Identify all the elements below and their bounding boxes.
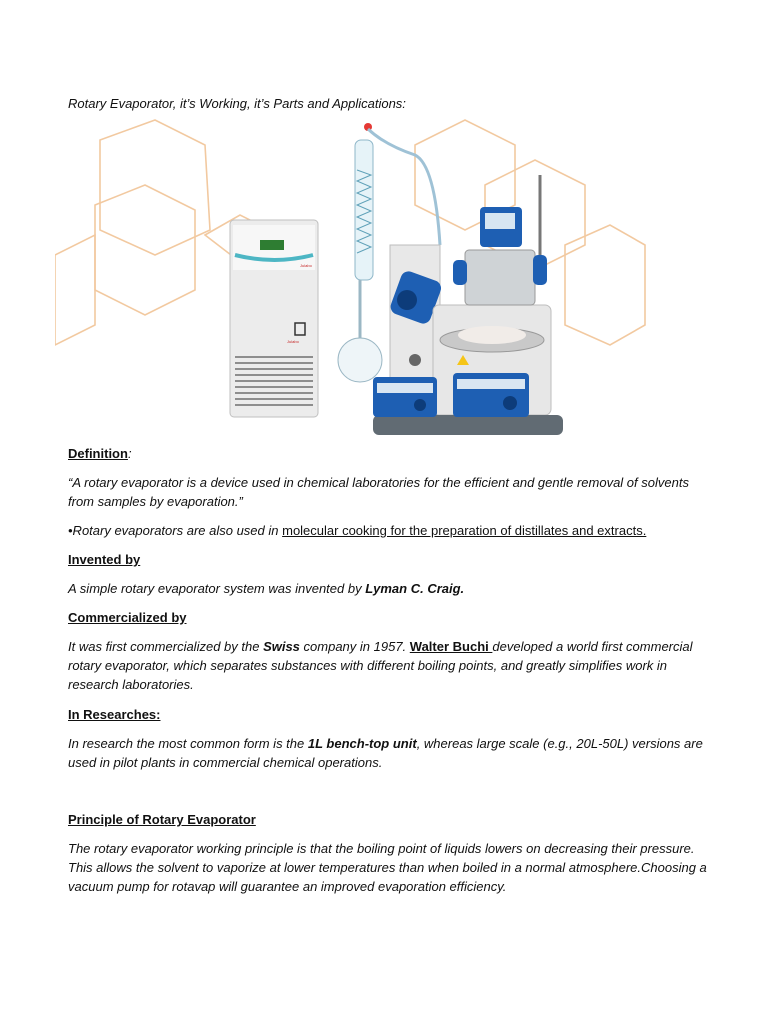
invented-text: A simple rotary evaporator system was invented by Lyman C. Craig. [68, 581, 465, 596]
principle-text: The rotary evaporator working principle is that the boiling point of liquids lowers on decreasing their pressure. This allows the solvent to vaporize at lower temperatures than when boiled in a normal atmosphere.Choosing a vacuum pump for rotavap will guarantee an improved evaporation efficiency. [68, 841, 707, 894]
commercialized-heading: Commercialized by [68, 610, 187, 625]
definition-quote: “A rotary evaporator is a device used in chemical laboratories for the efficient and gentle removal of solvents from samples by evaporation.” [68, 475, 689, 509]
definition-bullet: •Rotary evaporators are also used in molecular cooking for the preparation of distillates and extracts. [68, 523, 647, 538]
svg-text:Julabo: Julabo [287, 339, 299, 344]
page-title: Rotary Evaporator, it’s Working, it’s Parts and Applications: [68, 96, 406, 111]
walter-buchi-link[interactable]: Walter Buchi [409, 639, 493, 654]
researches-heading: In Researches: [68, 707, 161, 722]
vacuum-controller [453, 175, 547, 305]
svg-text:Julabo: Julabo [300, 263, 312, 268]
chiller-unit [230, 220, 318, 417]
rotary-evaporator-photo [55, 115, 655, 445]
molecular-cooking-link[interactable]: molecular cooking for the preparation of distillates and extracts. [282, 523, 647, 538]
researches-text: In research the most common form is the 1L bench-top unit, whereas large scale (e.g., 20L-50L) versions are used in pilot plants in commercial chemical operations. [68, 736, 703, 770]
definition-heading: Definition: [68, 446, 132, 461]
principle-heading: Principle of Rotary Evaporator [68, 812, 256, 827]
commercialized-text: It was first commercialized by the Swiss company in 1957. Walter Buchi developed a world first commercial rotary evaporator, which separates substances with different boiling points, and greatly simplifies work in research laboratories. [68, 639, 693, 692]
invented-heading: Invented by [68, 552, 141, 567]
hexagon-pattern [55, 120, 645, 345]
